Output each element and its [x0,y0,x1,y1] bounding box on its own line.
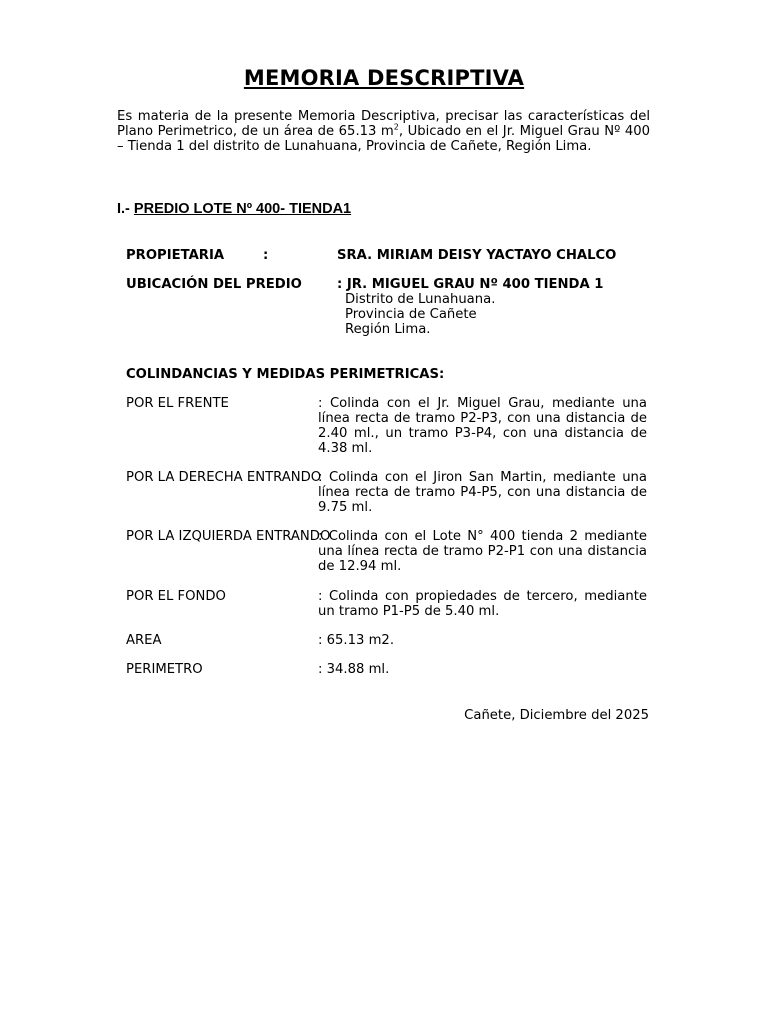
date-line: Cañete, Diciembre del 2025 [464,708,649,723]
intro-paragraph [117,109,650,154]
boundary-back-label: POR EL FONDO [126,589,226,604]
owner-label: PROPIETARIA [126,248,225,263]
page-title: MEMORIA DESCRIPTIVA [243,66,525,90]
boundary-right-text: : Colinda con el Jiron San Martin, mediante una línea recta de tramo P4-P5, con una distancia de 9.75 ml. [318,470,647,515]
boundary-left-text: : Colinda con el Lote N° 400 tienda 2 mediante una línea recta de tramo P2-P1 con una distancia de 12.94 ml. [318,529,647,574]
location-region: Región Lima. [345,322,431,337]
boundary-left-label: POR LA IZQUIERDA ENTRANDO [126,529,331,544]
owner-colon: : [263,248,269,263]
boundary-back-text: : Colinda con propiedades de tercero, mediante un tramo P1-P5 de 5.40 ml. [318,589,647,619]
location-district: Distrito de Lunahuana. [345,292,496,307]
area-label: AREA [126,633,162,648]
owner-value: SRA. MIRIAM DEISY YACTAYO CHALCO [337,248,617,263]
area-value: : 65.13 m2. [318,633,395,648]
location-province: Provincia de Cañete [345,307,477,322]
intro-text: Es materia de la presente Memoria Descriptiva, precisar las características del Plano Perimetrico, de un área de 65.13 m [117,109,650,139]
perimeter-label: PERIMETRO [126,662,203,677]
section-heading [117,201,351,217]
superscript: 2 [393,122,399,132]
boundary-front-text: : Colinda con el Jr. Miguel Grau, mediante una línea recta de tramo P2-P3, con una distancia de 2.40 ml., un tramo P3-P4, con una distancia de 4.38 ml. [318,396,647,456]
perimeter-value: : 34.88 ml. [318,662,390,677]
location-label: UBICACIÓN DEL PREDIO [126,277,302,292]
intro-text-end: , Ubicado en el Jr. Miguel Grau Nº 400 – Tienda 1 del distrito de Lunahuana, Provincia de Cañete, Región Lima. [117,124,650,154]
location-value: : JR. MIGUEL GRAU Nº 400 TIENDA 1 [337,277,604,292]
boundaries-heading: COLINDANCIAS Y MEDIDAS PERIMETRICAS: [126,367,445,382]
boundary-front-label: POR EL FRENTE [126,396,229,411]
section-number: I.- [117,201,134,217]
boundary-right-label: POR LA DERECHA ENTRANDO [126,470,322,485]
section-title: PREDIO LOTE Nº 400- TIENDA1 [133,201,352,217]
